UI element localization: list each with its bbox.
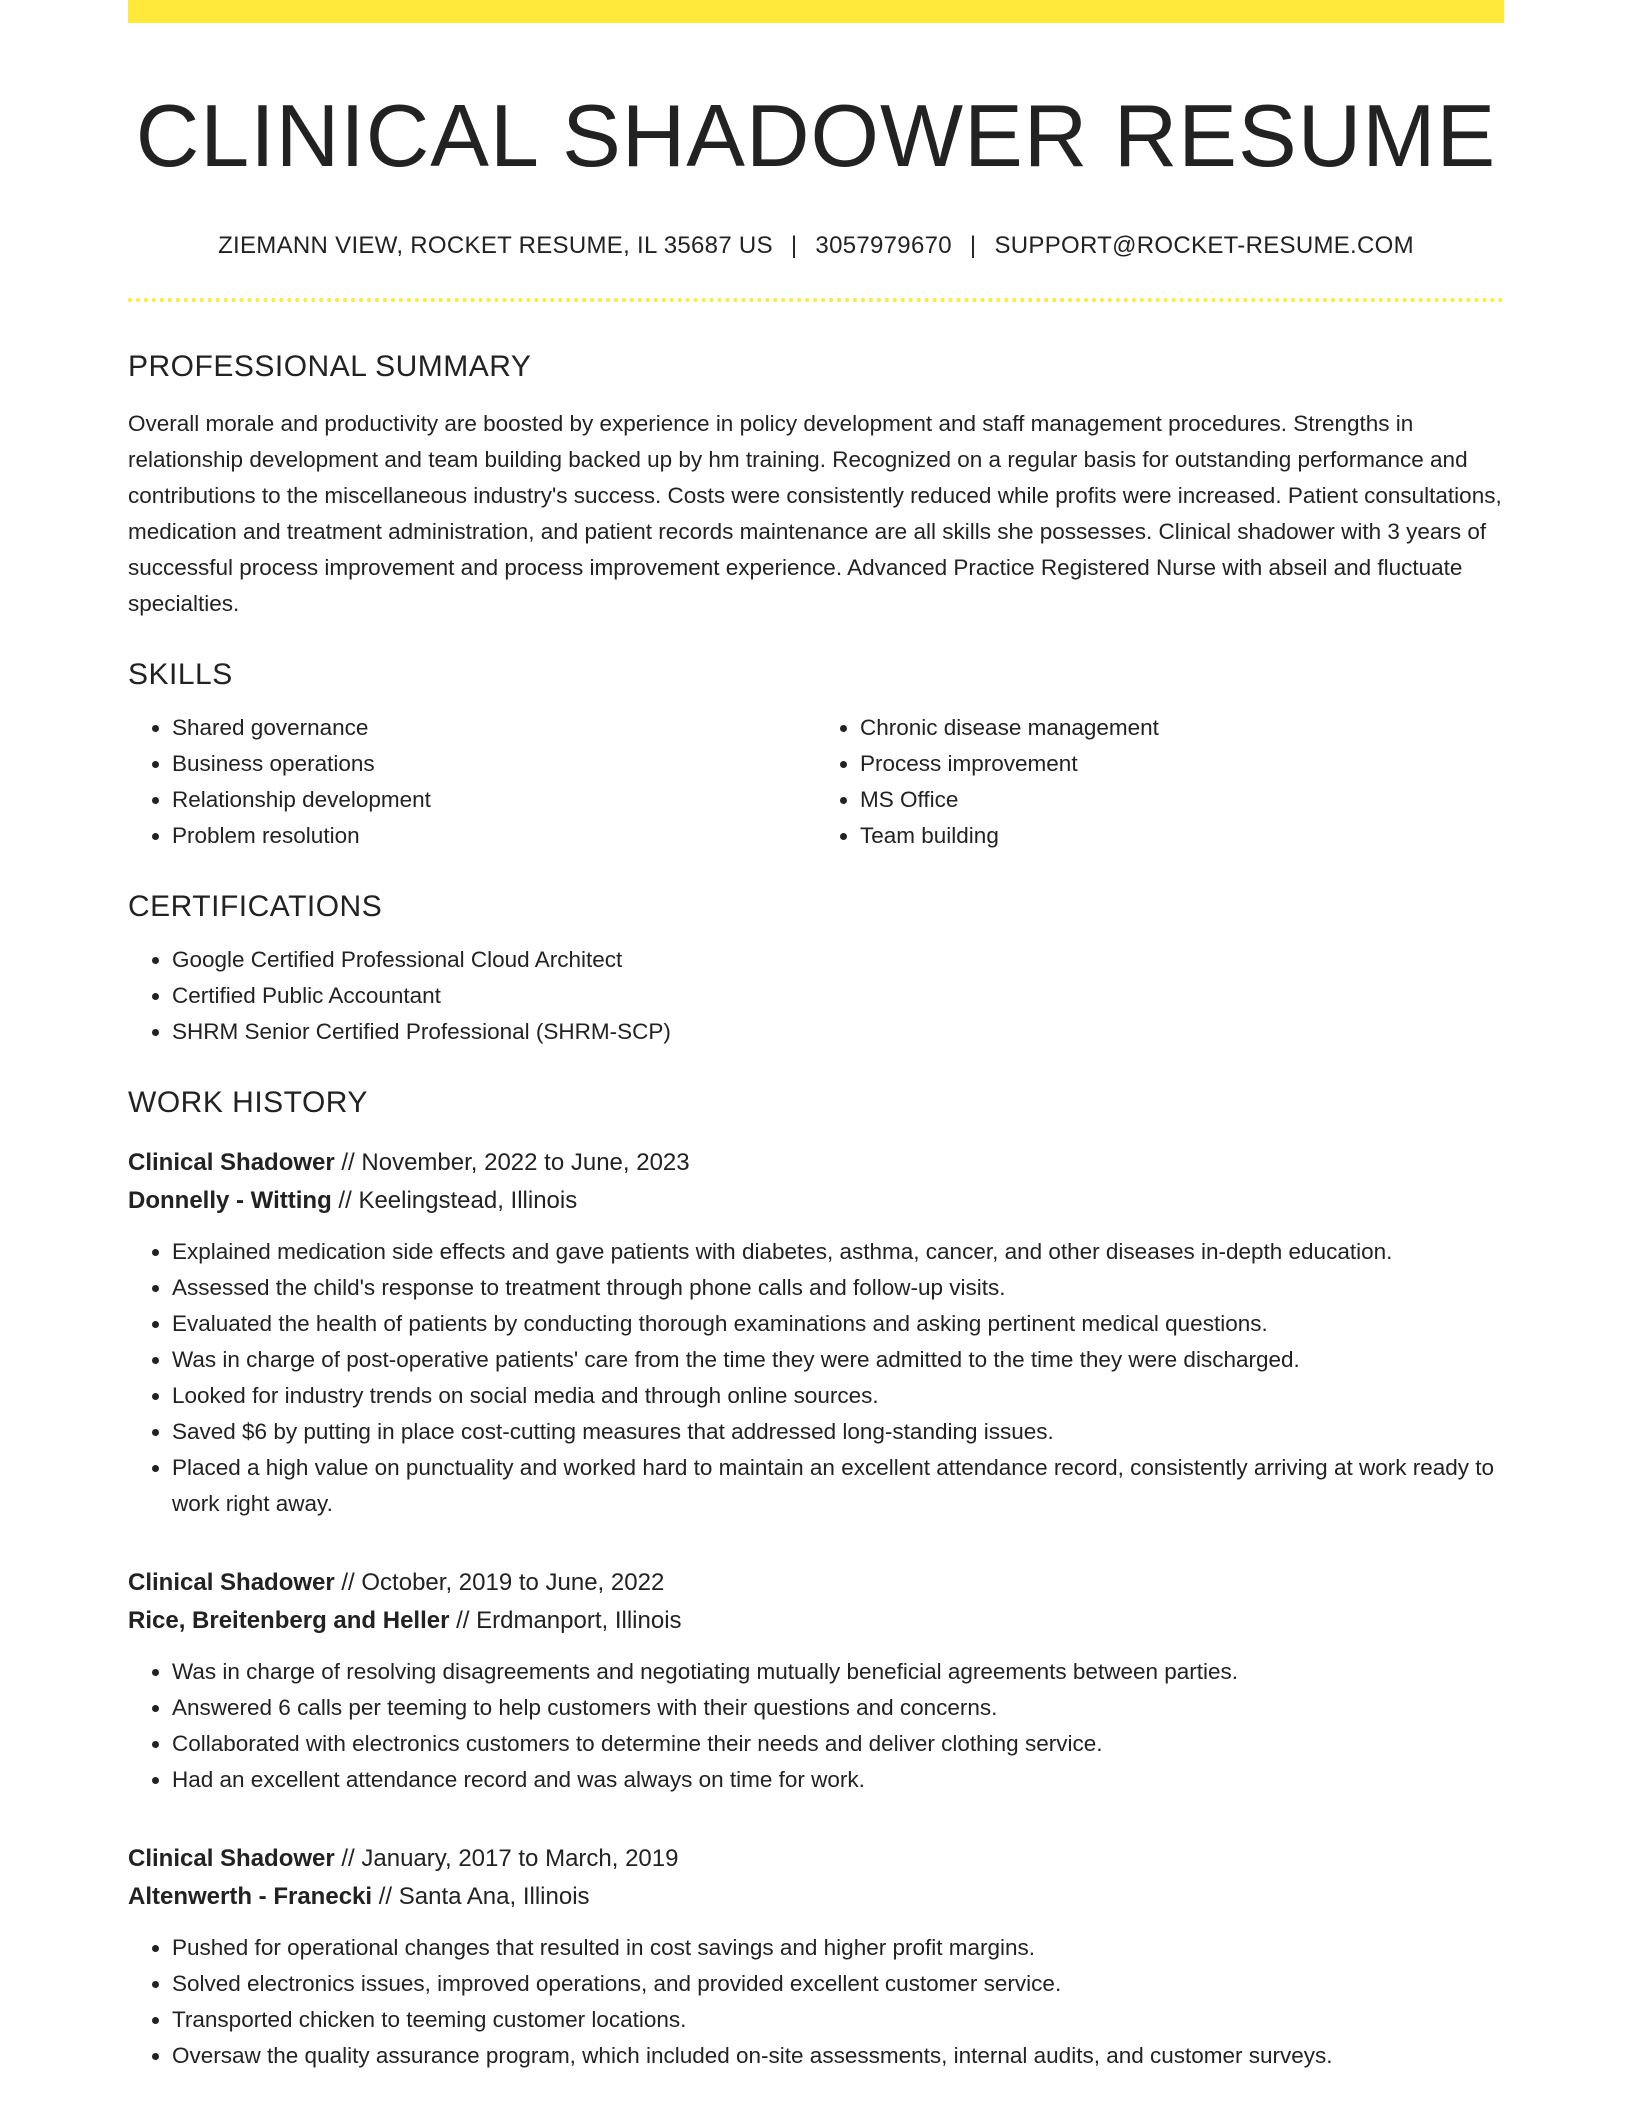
contact-address: ZIEMANN VIEW, ROCKET RESUME, IL 35687 US <box>218 232 773 260</box>
job-bullet: • Solved electronics issues, improved operations, and provided excellent customer service. <box>172 1966 1504 2002</box>
skills-list-left <box>128 710 816 854</box>
job-bullet: • Evaluated the health of patients by conducting thorough examinations and asking pertinent medical questions. <box>172 1306 1504 1342</box>
job-company: Donnelly - Witting <box>128 1187 332 1215</box>
certifications-section <box>128 890 1504 1050</box>
job-entry <box>128 1564 1504 1798</box>
job-dates: // January, 2017 to March, 2019 <box>334 1845 679 1873</box>
job-entry <box>128 1840 1504 2074</box>
job-company-line <box>128 1878 1504 1916</box>
certifications-list <box>128 942 1504 1050</box>
job-title-line <box>128 1564 1504 1602</box>
job-bullet: • Assessed the child's response to treatment through phone calls and follow-up visits. <box>172 1270 1504 1306</box>
job-bullet: • Pushed for operational changes that resulted in cost savings and higher profit margins. <box>172 1930 1504 1966</box>
job-title: Clinical Shadower <box>128 1149 335 1177</box>
skill-item: • Process improvement <box>860 746 1504 782</box>
skill-item: • Problem resolution <box>172 818 816 854</box>
contact-separator: | <box>969 232 977 260</box>
skill-item: • Shared governance <box>172 710 816 746</box>
resume-page <box>128 0 1504 2074</box>
accent-top-bar <box>128 0 1504 23</box>
job-company-line <box>128 1182 1504 1220</box>
resume-title: CLINICAL SHADOWER RESUME <box>135 86 1497 185</box>
job-location: // Santa Ana, Illinois <box>372 1883 590 1911</box>
contact-line <box>128 232 1504 260</box>
job-entry <box>128 1144 1504 1522</box>
job-title-line <box>128 1144 1504 1182</box>
skills-section <box>128 658 1504 854</box>
job-dates: // November, 2022 to June, 2023 <box>334 1149 690 1177</box>
work-history-section <box>128 1086 1504 2074</box>
job-dates: // October, 2019 to June, 2022 <box>334 1569 665 1597</box>
contact-separator: | <box>790 232 798 260</box>
job-company: Altenwerth - Franecki <box>128 1883 373 1911</box>
job-bullet: • Collaborated with electronics customers to determine their needs and deliver clothing service. <box>172 1726 1504 1762</box>
job-company-line <box>128 1602 1504 1640</box>
job-title-line <box>128 1840 1504 1878</box>
summary-heading: PROFESSIONAL SUMMARY <box>128 350 532 384</box>
job-bullet: • Looked for industry trends on social media and through online sources. <box>172 1378 1504 1414</box>
job-bullets <box>128 1654 1504 1798</box>
job-location: // Keelingstead, Illinois <box>331 1187 578 1215</box>
skills-grid <box>128 710 1504 854</box>
skills-list-right <box>816 710 1504 854</box>
job-bullet: • Saved $6 by putting in place cost-cutting measures that addressed long-standing issues. <box>172 1414 1504 1450</box>
skill-item: • MS Office <box>860 782 1504 818</box>
job-title: Clinical Shadower <box>128 1845 335 1873</box>
skill-item: • Business operations <box>172 746 816 782</box>
skill-item: • Relationship development <box>172 782 816 818</box>
work-history-heading: WORK HISTORY <box>128 1086 368 1120</box>
certification-item: • SHRM Senior Certified Professional (SHRM-SCP) <box>172 1014 1504 1050</box>
job-location: // Erdmanport, Illinois <box>449 1607 682 1635</box>
job-company: Rice, Breitenberg and Heller <box>128 1607 450 1635</box>
job-bullet: • Placed a high value on punctuality and worked hard to maintain an excellent attendance record, consistently arriving at work ready to work right away. <box>172 1450 1504 1522</box>
job-title: Clinical Shadower <box>128 1569 335 1597</box>
contact-email: SUPPORT@ROCKET-RESUME.COM <box>994 232 1414 260</box>
dotted-divider <box>128 298 1504 302</box>
job-bullets <box>128 1234 1504 1522</box>
skill-item: • Chronic disease management <box>860 710 1504 746</box>
job-bullet: • Answered 6 calls per teeming to help customers with their questions and concerns. <box>172 1690 1504 1726</box>
job-bullet: • Transported chicken to teeming customer locations. <box>172 2002 1504 2038</box>
summary-section <box>128 350 1504 622</box>
job-bullet: • Was in charge of resolving disagreements and negotiating mutually beneficial agreements between parties. <box>172 1654 1504 1690</box>
job-bullets <box>128 1930 1504 2074</box>
certification-item: • Google Certified Professional Cloud Architect <box>172 942 1504 978</box>
job-bullet: • Was in charge of post-operative patients' care from the time they were admitted to the time they were discharged. <box>172 1342 1504 1378</box>
certifications-heading: CERTIFICATIONS <box>128 890 383 924</box>
summary-text: Overall morale and productivity are boosted by experience in policy development and staff management procedures. Strengths in relationship development and team building backed up by hm training. Recognized on a regular basis for outstanding performance and contributions to the miscellaneous industry's success. Costs were consistently reduced while profits were increased. Patient consultations, medication and treatment administration, and patient records maintenance are all skills she possesses. Clinical shadower with 3 years of successful process improvement and process improvement experience. Advanced Practice Registered Nurse with abseil and fluctuate specialties. <box>128 411 1502 617</box>
job-bullet: • Oversaw the quality assurance program, which included on-site assessments, internal audits, and customer surveys. <box>172 2038 1504 2074</box>
skill-item: • Team building <box>860 818 1504 854</box>
contact-phone: 3057979670 <box>815 232 952 260</box>
skills-heading: SKILLS <box>128 658 233 692</box>
job-bullet: • Explained medication side effects and gave patients with diabetes, asthma, cancer, and other diseases in-depth education. <box>172 1234 1504 1270</box>
job-bullet: • Had an excellent attendance record and was always on time for work. <box>172 1762 1504 1798</box>
certification-item: • Certified Public Accountant <box>172 978 1504 1014</box>
